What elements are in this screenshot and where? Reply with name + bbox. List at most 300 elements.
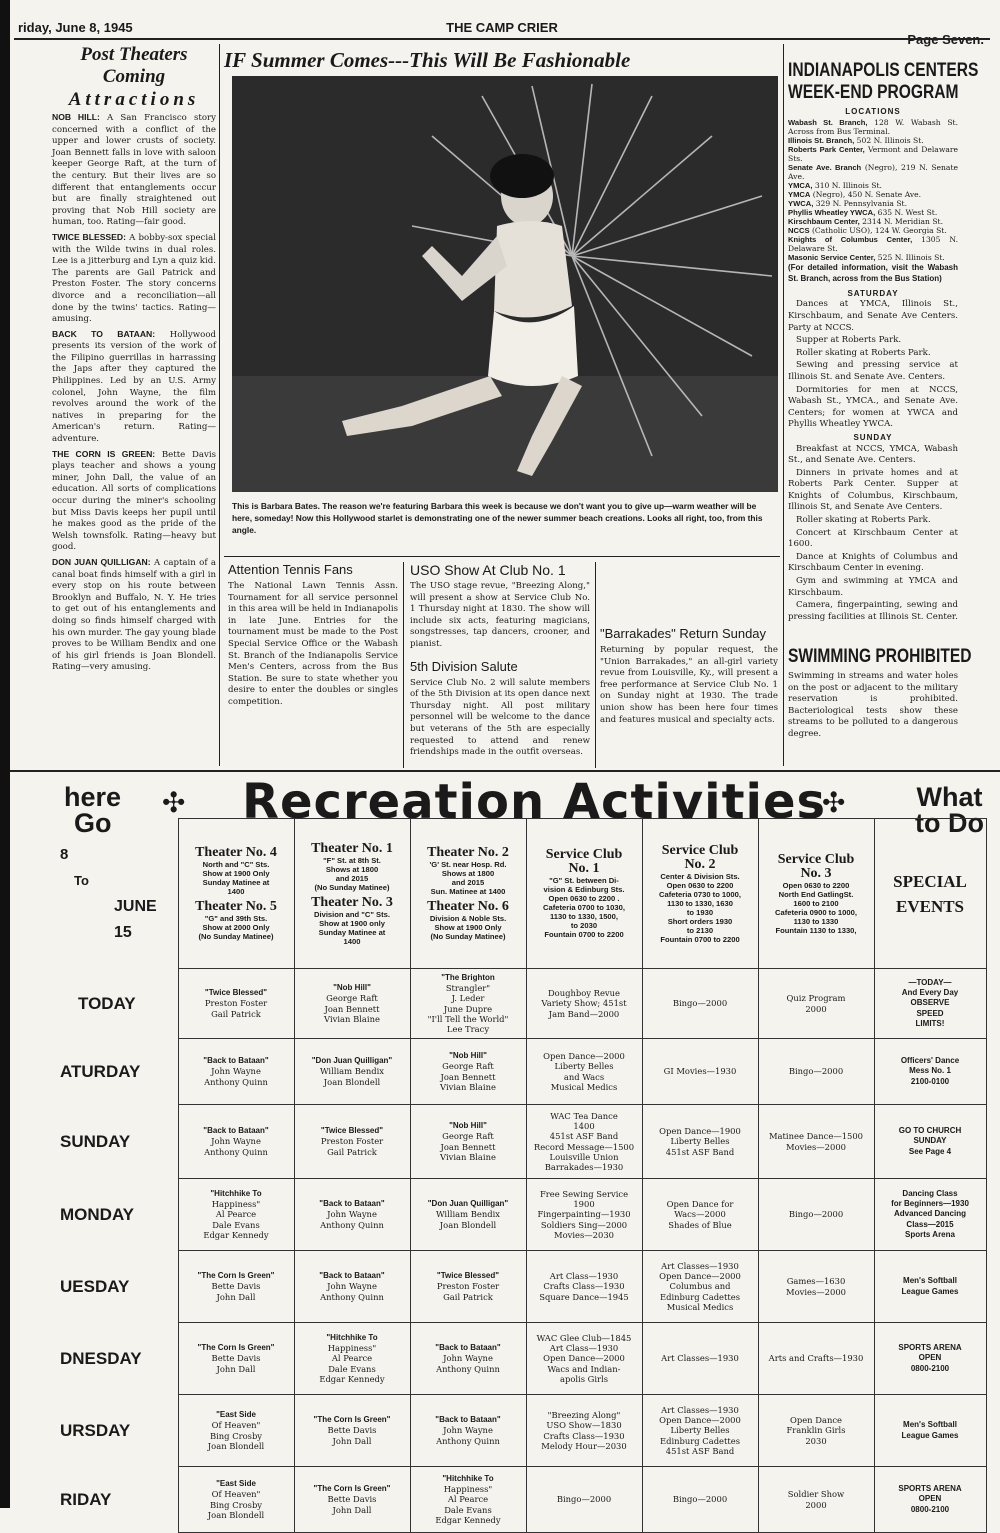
theater-review-body: A San Francisco story concerned with a conflict of the upper and lower crusts of society. Joan Bennett falls in love with saloon keeper George Raft, at the turn of the century. But their lives are so different that entanglements occur but are finally straightened out proving that Nob Hill society are human, too. Rating—fair good. xyxy=(52,113,216,228)
schedule-entry-line: John Wayne xyxy=(211,1066,261,1077)
schedule-day: SUNDAY xyxy=(60,1131,131,1151)
schedule-cell xyxy=(758,1323,874,1395)
schedule-entry-line: 451st ASF Band xyxy=(665,1445,735,1456)
schedule-entry-line: "Back to Bataan" xyxy=(319,1271,385,1281)
schedule-entry-line: SPORTS ARENA xyxy=(898,1484,962,1494)
schedule-entry-line: Preston Foster xyxy=(436,1281,500,1292)
schedule-entry-line: Liberty Belles xyxy=(670,1136,730,1147)
schedule-day: DNESDAY xyxy=(60,1348,142,1368)
schedule-entry-line: 0800-2100 xyxy=(910,1504,950,1514)
schedule-entry-line: William Bendix xyxy=(435,1209,501,1220)
schedule-row xyxy=(60,1251,986,1323)
schedule-entry-line: Strangler" xyxy=(445,983,491,994)
schedule-entry-line: Bette Davis xyxy=(211,1353,261,1364)
schedule-cell xyxy=(758,1039,874,1105)
schedule-entry-line: Jam Band—2000 xyxy=(548,1008,620,1019)
location-name: Illinois St. Branch, xyxy=(788,135,855,145)
schedule-cell xyxy=(526,969,642,1039)
schedule-entry-line: George Raft xyxy=(442,1131,494,1142)
schedule-entry-line: Open Dance—2000 xyxy=(659,1415,741,1426)
schedule-entry-line: Al Pearce xyxy=(331,1353,373,1364)
schedule-entry-line: 451st ASF Band xyxy=(549,1131,619,1142)
schedule-cell xyxy=(410,969,526,1039)
theater-review-title: BACK TO BATAAN: xyxy=(52,328,156,339)
schedule-entry-line: USO Show—1830 xyxy=(546,1420,622,1431)
schedule-entry-line: "Hitchhike To xyxy=(210,1188,262,1198)
schedule-entry-line: Musical Medics xyxy=(550,1081,618,1092)
theaters-title: Post Theaters xyxy=(80,44,188,65)
venue-name: Theater No. 1 xyxy=(311,840,393,856)
schedule-entry-line: Joan Blondell xyxy=(207,1509,265,1520)
indy-location xyxy=(788,190,958,199)
schedule-entry-line: "Back to Bataan" xyxy=(435,1415,501,1425)
schedule-entry-line: Matinee Dance—1500 xyxy=(768,1131,864,1142)
schedule-entry-line: SPORTS ARENA xyxy=(898,1343,962,1353)
venue-info: "F" St. at 8th St. xyxy=(323,855,381,865)
schedule-entry-line: Lee Tracy xyxy=(446,1023,490,1034)
schedule-entry-line: apolis Girls xyxy=(559,1373,609,1384)
feature-bottom-rule xyxy=(224,556,780,557)
schedule-entry-line: "I'll Tell the World" xyxy=(427,1013,509,1024)
schedule-entry-line: Dale Evans xyxy=(444,1504,492,1515)
recreation-banner xyxy=(10,772,1000,838)
location-name: NCCS xyxy=(788,225,810,235)
location-name: YMCA xyxy=(788,189,811,199)
schedule-row xyxy=(60,1105,986,1179)
schedule-entry-line: Bette Davis xyxy=(211,1281,261,1292)
schedule-entry-line: Free Sewing Service xyxy=(539,1188,629,1199)
theaters-column xyxy=(52,44,216,766)
barrakades-article xyxy=(600,562,778,768)
venue-info: (No Sunday Matinee) xyxy=(430,932,506,941)
schedule-entry-line: June Dupre xyxy=(443,1003,493,1014)
venue-info: "G" and 39th Sts. xyxy=(204,914,268,923)
theater-review xyxy=(52,329,216,446)
venue-theater-2-6 xyxy=(410,819,526,969)
schedule-entry-line: GO TO CHURCH xyxy=(898,1126,962,1136)
schedule-entry-line: WAC Tea Dance xyxy=(550,1110,618,1121)
schedule-cell xyxy=(526,1039,642,1105)
schedule-entry-line: Bingo—2000 xyxy=(672,1494,728,1505)
schedule-entry-line: Anthony Quinn xyxy=(320,1291,384,1302)
venue-name: Service Club xyxy=(661,842,739,858)
venue-info: to 2130 xyxy=(686,925,714,935)
indy-program-item: Sewing and pressing service at Illinois St. and Senate Ave. Centers. xyxy=(788,360,958,382)
venue-info: Short orders 1930 xyxy=(667,916,733,926)
schedule-entry-line: "Twice Blessed" xyxy=(436,1271,500,1281)
venue-info: Fountain 0700 to 2200 xyxy=(544,930,624,939)
schedule-entry-line: Variety Show; 451st xyxy=(541,998,627,1009)
schedule-entry-line: Officers' Dance xyxy=(900,1056,960,1066)
schedule-cell xyxy=(874,1105,986,1179)
date-range xyxy=(60,819,178,969)
schedule-row xyxy=(60,1039,986,1105)
events-label: EVENTS xyxy=(895,896,965,916)
schedule-entry-line: Movies—2030 xyxy=(554,1229,614,1240)
location-address: (Negro), 219 N. Senate Ave. xyxy=(788,162,958,181)
location-address: (Catholic USO), 124 W. Georgia St. xyxy=(809,225,947,235)
schedule-entry-line: Joan Blondell xyxy=(207,1440,265,1451)
schedule-cell xyxy=(758,1251,874,1323)
schedule-entry-line: Anthony Quinn xyxy=(320,1219,384,1230)
tennis-body: The National Lawn Tennis Assn. Tournament for all service personnel in this area will be held in Indianapolis in late June. Entries for the tournament must be made to the Post Special Service Office or the Wabash St. Branch of the Indianapolis Service Men's Centers, across from the Bus Station. Be sure to state whether you desire to enter the doubles or singles competition. xyxy=(228,581,398,707)
venue-info: 1130 to 1330, 1630 xyxy=(667,898,733,908)
location-name: Wabash St. Branch, xyxy=(788,117,868,127)
schedule-entry-line: "Nob Hill" xyxy=(449,1121,487,1131)
schedule-entry-line: Open Dance—2000 xyxy=(659,1271,741,1282)
schedule-cell xyxy=(874,1251,986,1323)
header-rule xyxy=(14,38,990,40)
schedule-entry-line: "Twice Blessed" xyxy=(320,1126,384,1136)
venue-info: Sun. Matinee at 1400 xyxy=(430,887,506,896)
venue-name: Theater No. 2 xyxy=(427,845,509,860)
schedule-entry-line: Record Message—1500 xyxy=(533,1141,635,1152)
location-address: 525 N. Illinois St. xyxy=(875,252,945,262)
schedule-entry-line: Soldier Show xyxy=(787,1489,845,1500)
schedule-entry-line: Joan Bennett xyxy=(440,1071,496,1082)
venue-info: 'G' St. near Hosp. Rd. xyxy=(429,860,507,869)
schedule-entry-line: Art Classes—1930 xyxy=(661,1404,739,1415)
schedule-entry-line: Edgar Kennedy xyxy=(319,1373,385,1384)
schedule-entry-line: Open Dance—2000 xyxy=(543,1353,625,1364)
salute-headline: 5th Division Salute xyxy=(410,658,518,674)
venue-info: Sunday Matinee at xyxy=(318,927,386,937)
tennis-headline: Attention Tennis Fans xyxy=(228,562,353,577)
theater-review xyxy=(52,557,216,674)
schedule-entry-line: OBSERVE xyxy=(910,998,950,1008)
schedule-entry-line: Gail Patrick xyxy=(211,1008,261,1019)
location-address: (Negro), 450 N. Senate Ave. xyxy=(810,189,922,199)
venue-theater-4-5 xyxy=(178,819,294,969)
schedule-entry-line: "Don Juan Quilligan" xyxy=(427,1199,509,1209)
schedule-entry-line: Liberty Belles xyxy=(670,1425,730,1436)
schedule-entry-line: Anthony Quinn xyxy=(204,1146,268,1157)
schedule-entry-line: John Wayne xyxy=(443,1425,493,1436)
indy-location xyxy=(788,208,958,217)
schedule-cell xyxy=(178,1179,294,1251)
schedule-day: MONDAY xyxy=(60,1204,134,1224)
venue-name: Theater No. 3 xyxy=(311,894,393,910)
schedule-entry-line: Edgar Kennedy xyxy=(435,1514,501,1525)
schedule-entry-line: Open Dance xyxy=(790,1415,842,1426)
schedule-entry-line: Vivian Blaine xyxy=(440,1151,496,1162)
venue-info: vision & Edinburg Sts. xyxy=(543,885,625,894)
barrakades-body: Returning by popular request, the "Union Barrakades," an all-girl variety revue from Louisville, Ky., will present a free performance at Service Club No. 1 on Sunday night at 1930. The trade union show has been here four times and features musical and specialty acts. xyxy=(600,645,778,725)
schedule-cell xyxy=(874,1395,986,1467)
schedule-entry-line: Bing Crosby xyxy=(209,1430,263,1441)
location-name: Senate Ave. Branch xyxy=(788,162,862,172)
theater-review xyxy=(52,232,216,326)
schedule-cell xyxy=(526,1467,642,1533)
schedule-entry-line: Anthony Quinn xyxy=(204,1076,268,1087)
schedule-row xyxy=(60,969,986,1039)
swimming-headline: SWIMMING PROHIBITED xyxy=(788,646,972,667)
schedule-entry-line: Al Pearce xyxy=(447,1494,489,1505)
ornament-icon: ✣ xyxy=(162,786,186,819)
theater-review-body: Bette Davis plays teacher and shows a young miner, John Dall, the value of an education. All sorts of complications occur during the miner's schooling but Miss Davis keeps her pupil until he makes good as the pride of the Welsh townsfolk. Rating—heavy but good. xyxy=(52,449,216,553)
schedule-entry-line: Bette Davis xyxy=(327,1494,377,1505)
schedule-cell xyxy=(642,1039,758,1105)
schedule-entry-line: J. Leder xyxy=(451,993,485,1004)
schedule-entry-line: Happiness" xyxy=(327,1343,377,1354)
indy-saturday-label: SATURDAY xyxy=(847,288,899,298)
indy-location xyxy=(788,253,958,262)
location-name: Phyllis Wheatley YWCA, xyxy=(788,207,876,217)
location-name: Roberts Park Center, xyxy=(788,144,865,154)
schedule-cell xyxy=(294,969,410,1039)
schedule-cell xyxy=(410,1039,526,1105)
location-name: Knights of Columbus Center, xyxy=(788,234,913,244)
indy-saturday-list xyxy=(788,299,958,431)
schedule-entry-line: Art Classes—1930 xyxy=(661,1353,739,1364)
schedule-row xyxy=(60,1395,986,1467)
schedule-entry-line: 451st ASF Band xyxy=(665,1146,735,1157)
schedule-entry-line: George Raft xyxy=(442,1061,494,1072)
schedule-entry-line: 1900 xyxy=(573,1199,595,1210)
header-paper-name: THE CAMP CRIER xyxy=(446,20,558,35)
schedule-entry-line: Open Dance—1900 xyxy=(659,1126,741,1137)
schedule-entry-line: John Dall xyxy=(216,1363,256,1374)
venue-info: 1600 to 2100 xyxy=(793,898,839,908)
indy-locations-list xyxy=(788,118,958,262)
schedule-cell xyxy=(410,1105,526,1179)
schedule-entry-line: "Back to Bataan" xyxy=(203,1126,269,1136)
schedule-entry-line: 2100-0100 xyxy=(910,1076,950,1086)
schedule-cell xyxy=(410,1323,526,1395)
schedule-entry-line: Bingo—2000 xyxy=(788,1209,844,1220)
schedule-entry-line: "East Side xyxy=(216,1479,256,1489)
schedule-entry-line: Square Dance—1945 xyxy=(539,1291,629,1302)
venue-info: Show at 1900 Only xyxy=(434,923,502,932)
venue-info: Cafeteria 0700 to 1030, xyxy=(543,903,625,912)
schedule-header-row xyxy=(60,819,986,969)
column-rule xyxy=(403,562,404,768)
venue-info: North and "C" Sts. xyxy=(202,860,270,869)
schedule-cell xyxy=(294,1323,410,1395)
location-name: Kirschbaum Center, xyxy=(788,216,860,226)
schedule-entry-line: Art Class—1930 xyxy=(549,1271,619,1282)
indy-locations-label: LOCATIONS xyxy=(845,107,901,116)
indy-location xyxy=(788,235,958,253)
schedule-entry-line: OPEN xyxy=(918,1494,942,1504)
schedule-cell xyxy=(642,1105,758,1179)
venue-info: Open 0630 to 2200 . xyxy=(548,894,620,903)
schedule-entry-line: for Beginners—1930 xyxy=(891,1199,969,1209)
indy-sunday-label: SUNDAY xyxy=(853,432,893,442)
location-name: Masonic Service Center, xyxy=(788,252,876,262)
tennis-article xyxy=(228,562,398,768)
schedule-entry-line: Bette Davis xyxy=(327,1425,377,1436)
schedule-entry-line: Edgar Kennedy xyxy=(203,1229,269,1240)
schedule-row xyxy=(60,1179,986,1251)
schedule-cell xyxy=(178,1251,294,1323)
schedule-entry-line: "The Corn Is Green" xyxy=(197,1271,275,1281)
schedule-entry-line: John Dall xyxy=(332,1435,372,1446)
schedule-entry-line: Movies—2000 xyxy=(786,1286,846,1297)
schedule-cell xyxy=(294,1179,410,1251)
special-label: SPECIAL xyxy=(893,871,967,891)
schedule-entry-line: "The Brighton xyxy=(441,972,495,982)
schedule-entry-line: "Twice Blessed" xyxy=(204,988,268,998)
salute-body: Service Club No. 2 will salute members of the 5th Division at its open dance next Thursday night. All post military personnel will be welcome to the dance but veterans of the 5th are especially requested to attend and renew friendships made in the outfit overseas. xyxy=(410,677,590,758)
schedule-entry-line: Musical Medics xyxy=(666,1301,734,1312)
venue-info: Open 0630 to 2200 xyxy=(666,880,734,890)
banner-where: here xyxy=(64,782,122,812)
schedule-entry-line: Louisville Union xyxy=(549,1151,619,1162)
schedule-entry-line: "Hitchhike To xyxy=(326,1332,378,1342)
schedule-entry-line: Preston Foster xyxy=(204,998,268,1009)
venue-name: Theater No. 4 xyxy=(195,845,277,860)
schedule-entry-line: Art Class—1930 xyxy=(549,1343,619,1354)
schedule-entry-line: Games—1630 xyxy=(786,1276,846,1287)
schedule-cell xyxy=(410,1467,526,1533)
column-rule xyxy=(595,562,596,768)
schedule-body xyxy=(60,819,986,1533)
schedule-cell xyxy=(874,1039,986,1105)
schedule-entry-line: See Page 4 xyxy=(908,1146,952,1156)
schedule-cell xyxy=(178,1105,294,1179)
venue-info: North End GatlingSt. xyxy=(778,889,854,899)
banner-title: Recreation Activities xyxy=(242,774,827,830)
schedule-cell xyxy=(178,969,294,1039)
schedule-cell xyxy=(642,1179,758,1251)
location-address: Vermont and Delaware Sts. xyxy=(788,144,958,163)
schedule-cell xyxy=(526,1105,642,1179)
uso-article xyxy=(410,562,590,768)
venue-info: Show at 1900 Only xyxy=(202,869,270,878)
schedule-entry-line: Wacs and Indian- xyxy=(547,1363,621,1374)
schedule-cell xyxy=(294,1395,410,1467)
venue-info: Division & Noble Sts. xyxy=(429,914,507,923)
banner-what: What xyxy=(916,782,983,812)
indy-subtitle: WEEK-END PROGRAM xyxy=(788,82,959,103)
schedule-entry-line: Happiness" xyxy=(211,1199,261,1210)
schedule-cell xyxy=(874,969,986,1039)
location-address: 310 N. Illinois St. xyxy=(812,180,882,190)
uso-body: The USO stage revue, "Breezing Along," will present a show at Service Club No. 1 Thursday night at 1830. The show will include six acts, featuring magicians, songstresses, tap dancers, crooner, and pianist. xyxy=(410,581,590,649)
schedule-entry-line: Edinburg Cadettes xyxy=(659,1291,741,1302)
location-address: 2314 N. Meridian St. xyxy=(859,216,944,226)
theaters-title-attractions: Attractions xyxy=(68,89,200,110)
venue-info: Center & Division Sts. xyxy=(660,871,740,881)
theater-review-body: A bobby-sox special with the Wilde twins in dual roles. Lee is a jitterburg and Lyn a quiz kid. The parents are Gail Patrick and Preston Foster. The story concerns divorce and a reconciliation—all done by the twins' tactics. Rating—amusing. xyxy=(52,232,216,325)
schedule-entry-line: WAC Glee Club—1845 xyxy=(536,1332,632,1343)
venue-info: Shows at 1800 xyxy=(325,864,379,874)
schedule-entry-line: Dale Evans xyxy=(328,1363,376,1374)
date-range-to: To xyxy=(74,872,89,888)
schedule-cell xyxy=(294,1467,410,1533)
venue-number: No. 1 xyxy=(568,861,600,876)
schedule-entry-line: Doughboy Revue xyxy=(547,988,621,999)
schedule-entry-line: Advanced Dancing xyxy=(893,1209,966,1219)
venue-info: Shows at 1800 xyxy=(441,869,495,878)
theater-review-body: A captain of a canal boat finds himself with a girl in every stop on his route between Brooklyn and Buffalo, N. Y. He tries to get out of his entanglements and doing so finds himself charged with his own murder. The gay young blade proves to be William Bendix and one of his girl friends is Joan Blondell. Rating—very amusing. xyxy=(52,557,216,673)
schedule-day: UESDAY xyxy=(60,1276,130,1296)
venue-info: 1130 to 1330, 1500, xyxy=(550,912,618,921)
venue-number: No. 2 xyxy=(684,856,716,872)
indy-program-item: Roller skating at Roberts Park. xyxy=(796,347,931,358)
schedule-cell xyxy=(758,1395,874,1467)
indy-location xyxy=(788,118,958,136)
schedule-entry-line: Crafts Class—1930 xyxy=(543,1281,625,1292)
schedule-cell xyxy=(642,969,758,1039)
venue-info: to 1930 xyxy=(686,907,714,917)
schedule-entry-line: and Wacs xyxy=(563,1071,605,1082)
schedule-entry-line: Sports Arena xyxy=(905,1229,955,1239)
schedule-entry-line: "Nob Hill" xyxy=(333,983,371,993)
venue-service-club-2 xyxy=(642,819,758,969)
venue-info: (No Sunday Matinee) xyxy=(198,932,274,941)
schedule-entry-line: Quiz Program xyxy=(786,993,846,1004)
indy-program-item: Dormitories for men at NCCS, Wabash St., YMCA., and Senate Ave. Centers; for women at YWCA and Phyllis Wheatley YWCA. xyxy=(788,384,958,430)
schedule-entry-line: John Wayne xyxy=(327,1281,377,1292)
schedule-cell xyxy=(410,1251,526,1323)
schedule-entry-line: Art Classes—1930 xyxy=(661,1260,739,1271)
schedule-cell xyxy=(642,1323,758,1395)
schedule-cell xyxy=(874,1467,986,1533)
theater-review-title: TWICE BLESSED: xyxy=(52,231,126,242)
schedule-day: URSDAY xyxy=(60,1420,131,1440)
schedule-cell xyxy=(642,1251,758,1323)
schedule-entry-line: John Dall xyxy=(332,1504,372,1515)
venue-info: Show at 1900 only xyxy=(319,918,385,928)
schedule-cell xyxy=(178,1395,294,1467)
indy-program-item: Concert at Kirschbaum Center at 1600. xyxy=(788,527,958,550)
feature-title: IF Summer Comes---This Will Be Fashionable xyxy=(224,48,631,72)
schedule-entry-line: LIMITS! xyxy=(915,1018,945,1028)
schedule-row xyxy=(60,1323,986,1395)
schedule-cell xyxy=(526,1323,642,1395)
header-date: riday, June 8, 1945 xyxy=(18,20,133,35)
indy-program-item: Dances at YMCA, Illinois St., Kirschbaum, and Senate Ave Centers. Party at NCCS. xyxy=(788,299,958,333)
schedule-cell xyxy=(294,1105,410,1179)
schedule-cell xyxy=(758,1105,874,1179)
column-rule xyxy=(219,44,220,766)
schedule-entry-line: Joan Bennett xyxy=(440,1141,496,1152)
schedule-entry-line: George Raft xyxy=(326,993,378,1004)
recreation-schedule-table xyxy=(60,818,987,1533)
schedule-day: RIDAY xyxy=(60,1489,112,1509)
indy-program-item: Supper at Roberts Park. xyxy=(796,335,902,346)
venue-name: Service Club xyxy=(545,847,623,862)
indy-location xyxy=(788,163,958,181)
schedule-cell xyxy=(178,1323,294,1395)
schedule-cell xyxy=(294,1039,410,1105)
schedule-cell xyxy=(758,969,874,1039)
indy-title: INDIANAPOLIS CENTERS xyxy=(788,60,979,81)
schedule-entry-line: Crafts Class—1930 xyxy=(543,1430,625,1441)
schedule-entry-line: GI Movies—1930 xyxy=(663,1066,737,1077)
schedule-entry-line: Anthony Quinn xyxy=(436,1435,500,1446)
schedule-entry-line: Open Dance for xyxy=(666,1199,734,1210)
schedule-entry-line: 2000 xyxy=(805,1003,827,1014)
schedule-entry-line: John Wayne xyxy=(327,1209,377,1220)
venue-service-club-1 xyxy=(526,819,642,969)
venue-name: Service Club xyxy=(777,851,855,867)
indy-location xyxy=(788,226,958,235)
venue-info: Fountain 0700 to 2200 xyxy=(660,934,740,944)
schedule-entry-line: Of Heaven" xyxy=(211,1489,261,1500)
indy-program-item: Camera, fingerpainting, sewing and pressing facilities at Illinois St. Center. xyxy=(788,600,958,622)
indy-location xyxy=(788,199,958,208)
schedule-cell xyxy=(758,1467,874,1533)
banner-go: Go xyxy=(74,808,112,838)
schedule-entry-line: Edinburg Cadettes xyxy=(659,1435,741,1446)
indy-program-item: Dinners in private homes and at Roberts Park Center. Supper at Knights of Columbus, Kirschbaum, Illinois St, and Senate Ave Centers. xyxy=(788,467,958,513)
schedule-entry-line: Happiness" xyxy=(443,1484,493,1495)
theater-review-title: NOB HILL: xyxy=(52,112,100,122)
venue-name: Theater No. 5 xyxy=(195,899,277,914)
